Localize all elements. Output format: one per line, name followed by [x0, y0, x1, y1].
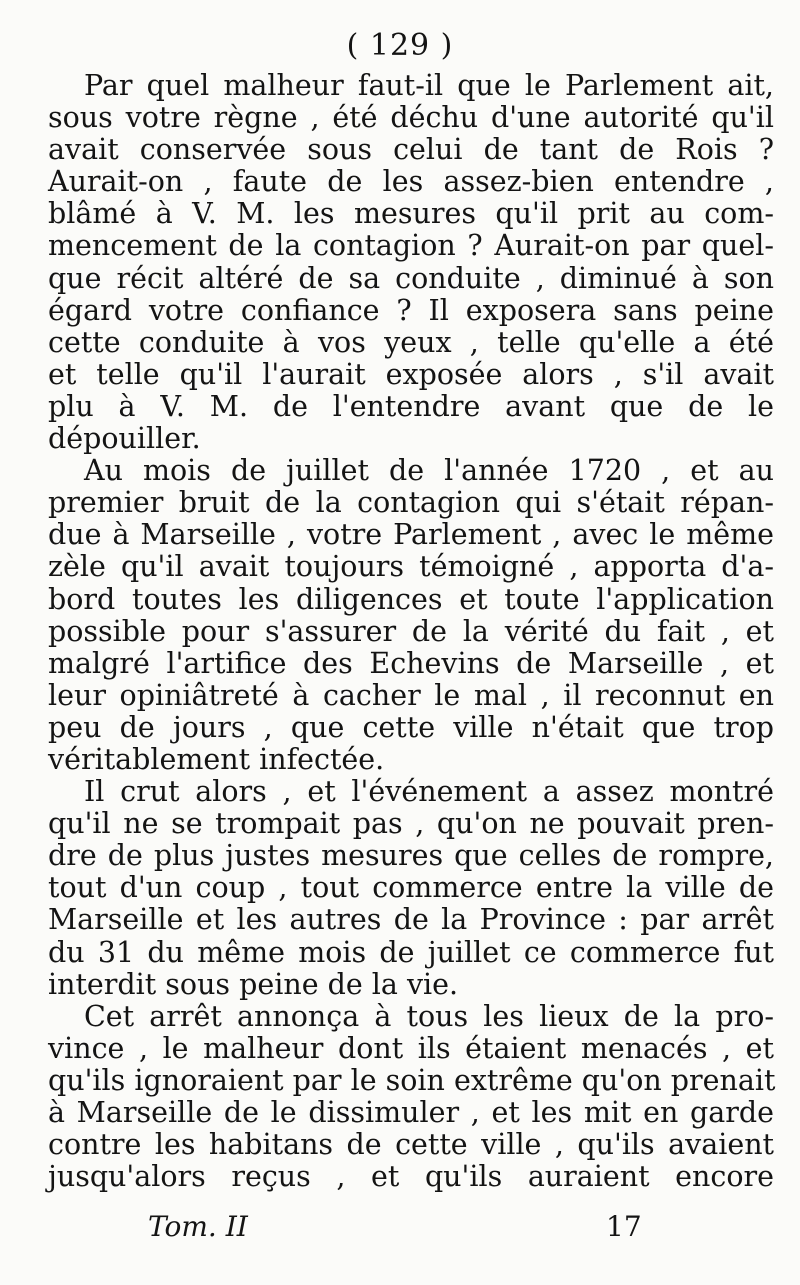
volume-marker: Tom. II	[148, 1210, 248, 1243]
text-line: jusqu'alors reçus , et qu'ils auraient encore	[48, 1160, 774, 1194]
text-line: Aurait-on , faute de les assez-bien entendre ,	[48, 165, 774, 199]
page-number: ( 129 )	[346, 28, 454, 63]
text-line: due à Marseille , votre Parlement , avec le même	[48, 518, 774, 552]
signature-mark: 17	[606, 1210, 642, 1243]
text-line: leur opiniâtreté à cacher le mal , il reconnut en	[48, 678, 774, 712]
text-line: qu'ils ignoraient par le soin extrême qu'on prenait	[48, 1063, 776, 1097]
text-line: mencement de la contagion ? Aurait-on par quel-	[48, 229, 774, 263]
text-line: et telle qu'il l'aurait exposée alors , s'il avait	[48, 357, 774, 391]
text-line: du 31 du même mois de juillet ce commerce fut	[48, 935, 774, 969]
text-line: premier bruit de la contagion qui s'était répan-	[48, 486, 774, 520]
text-line: interdit sous peine de la vie.	[48, 967, 459, 1001]
text-line: à Marseille de le dissimuler , et les mit en garde	[48, 1096, 774, 1129]
text-line: bord toutes les diligences et toute l'application	[48, 582, 774, 616]
text-line: Au mois de juillet de l'année 1720 , et au	[84, 454, 774, 488]
text-line: Par quel malheur faut-il que le Parlement ait,	[84, 69, 774, 102]
text-line: Marseille et les autres de la Province : par arrêt	[48, 903, 774, 937]
text-line: cette conduite à vos yeux , telle qu'elle a été	[48, 325, 774, 359]
text-line: vince , le malheur dont ils étaient menacés , et	[48, 1031, 774, 1065]
text-line: malgré l'artifice des Echevins de Marseille , et	[48, 646, 774, 680]
text-line: contre les habitans de cette ville , qu'ils avaient	[48, 1128, 774, 1162]
text-line: dépouiller.	[48, 422, 201, 456]
page-footer	[0, 1210, 800, 1250]
body-text	[48, 70, 774, 1193]
text-line: possible pour s'assurer de la vérité du fait , et	[48, 614, 774, 648]
text-line: qu'il ne se trompait pas , qu'on ne pouvait pren-	[48, 807, 774, 841]
text-line: véritablement infectée.	[48, 742, 385, 776]
text-line: que récit altéré de sa conduite , diminué à son	[48, 261, 774, 295]
text-line: tout d'un coup , tout commerce entre la ville de	[48, 871, 774, 905]
text-line: Il crut alors , et l'événement a assez montré	[84, 775, 774, 809]
text-line: peu de jours , que cette ville n'était que trop	[48, 710, 774, 744]
text-line: plu à V. M. de l'entendre avant que de le	[48, 389, 774, 423]
text-line: avait conservée sous celui de tant de Rois ?	[48, 133, 774, 167]
text-line: blâmé à V. M. les mesures qu'il prit au com-	[48, 197, 774, 231]
text-line: Cet arrêt annonça à tous les lieux de la pro-	[84, 999, 774, 1033]
text-line: sous votre règne , été déchu d'une autorité qu'il	[48, 101, 774, 135]
text-line: égard votre confiance ? Il exposera sans peine	[48, 293, 774, 327]
text-line: dre de plus justes mesures que celles de rompre,	[48, 839, 774, 873]
text-line: zèle qu'il avait toujours témoigné , apporta d'a-	[48, 550, 774, 584]
